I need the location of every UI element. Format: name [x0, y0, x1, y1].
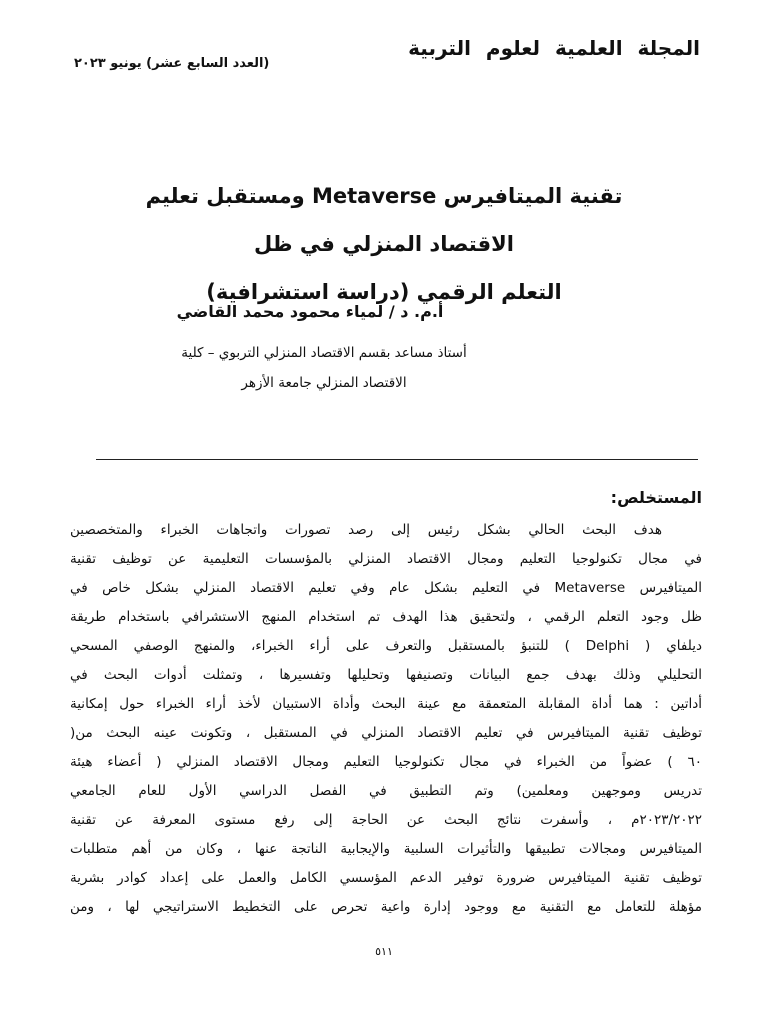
affiliation-line-2: الاقتصاد المنزلي جامعة الأزهر	[241, 375, 407, 391]
author-name: أ.م. د / لمياء محمود محمد القاضي	[176, 302, 444, 321]
abstract-body	[70, 516, 702, 922]
abstract-line: الميتافيرس ومجالات تطبيقها والتأثيرات السلبية والإيجابية الناتجة عنها ، وكان من أهم متطلبات	[70, 841, 702, 857]
abstract-line: تدريس وموجهين ومعلمين) وتم التطبيق في الفصل الدراسي الأول للعام الجامعي	[70, 783, 702, 799]
abstract-line: ديلفاي ( Delphi ) للتنبؤ بالمستقبل والتعرف على أراء الخبراء، والمنهج الوصفي المسحي	[70, 638, 702, 654]
paper-title-line-1: تقنية الميتافيرس Metaverse ومستقبل تعليم الاقتصاد المنزلي في ظل	[145, 184, 623, 256]
abstract-line: ظل وجود التعلم الرقمي ، ولتحقيق هذا الهدف تم استخدام المنهج الاستشرافي باستخدام طريقة	[70, 609, 702, 625]
section-divider	[96, 459, 698, 460]
page-number: ٥١١	[375, 945, 393, 958]
abstract-line: ٢٠٢٣/٢٠٢٢م ، وأسفرت نتائج البحث عن الحاجة إلى رفع مستوى المعرفة عن تقنية	[70, 812, 702, 828]
abstract-line: مؤهلة للتعامل مع التقنية مع ووجود إدارة واعية تحرص على التخطيط الاستراتيجي لها ، ومن	[70, 899, 702, 915]
abstract-line: التحليلي وذلك بهدف جمع البيانات وتصنيفها وتحليلها وتفسيرها ، وتمثلت أدوات البحث في	[70, 667, 702, 683]
abstract-line: ٦٠ ) عضواً من الخبراء في مجال تكنولوجيا التعليم ومجال الاقتصاد المنزلي ( أعضاء هيئة	[70, 754, 702, 770]
abstract-line: أداتين : هما أداة المقابلة المتعمقة مع عينة البحث وأداة الاستبيان لأخذ أراء الخبراء حول إمكانية	[70, 696, 702, 712]
issue-info: (العدد السابع عشر) يونيو ٢٠٢٣	[74, 56, 270, 71]
abstract-line: توظيف تقنية الميتافيرس في تعليم الاقتصاد المنزلي في المستقبل ، وتكونت عينه البحث من(	[70, 725, 702, 741]
abstract-line: في مجال تكنولوجيا التعليم ومجال الاقتصاد المنزلي بالمؤسسات التعليمية عن توظيف تقنية	[70, 551, 702, 567]
abstract-heading: المستخلص:	[610, 488, 702, 507]
abstract-line: الميتافيرس Metaverse في التعليم بشكل عام وفي تعليم الاقتصاد المنزلي بشكل خاص في	[70, 580, 702, 596]
paper-title-line-2: التعلم الرقمي (دراسة استشرافية)	[206, 280, 562, 304]
affiliation-line-1: أستاذ مساعد بقسم الاقتصاد المنزلي التربوي – كلية	[181, 345, 467, 361]
journal-title: المجلة العلمية لعلوم التربية	[408, 36, 700, 60]
paper-title	[100, 172, 668, 316]
author-affiliation	[150, 338, 498, 398]
abstract-line: هدف البحث الحالي بشكل رئيس إلى رصد تصورات واتجاهات الخبراء والمتخصصين	[70, 522, 662, 538]
abstract-line: توظيف تقنية الميتافيرس ضرورة توفير الدعم المؤسسي الكامل والعمل على إعداد كوادر بشرية	[70, 870, 702, 886]
